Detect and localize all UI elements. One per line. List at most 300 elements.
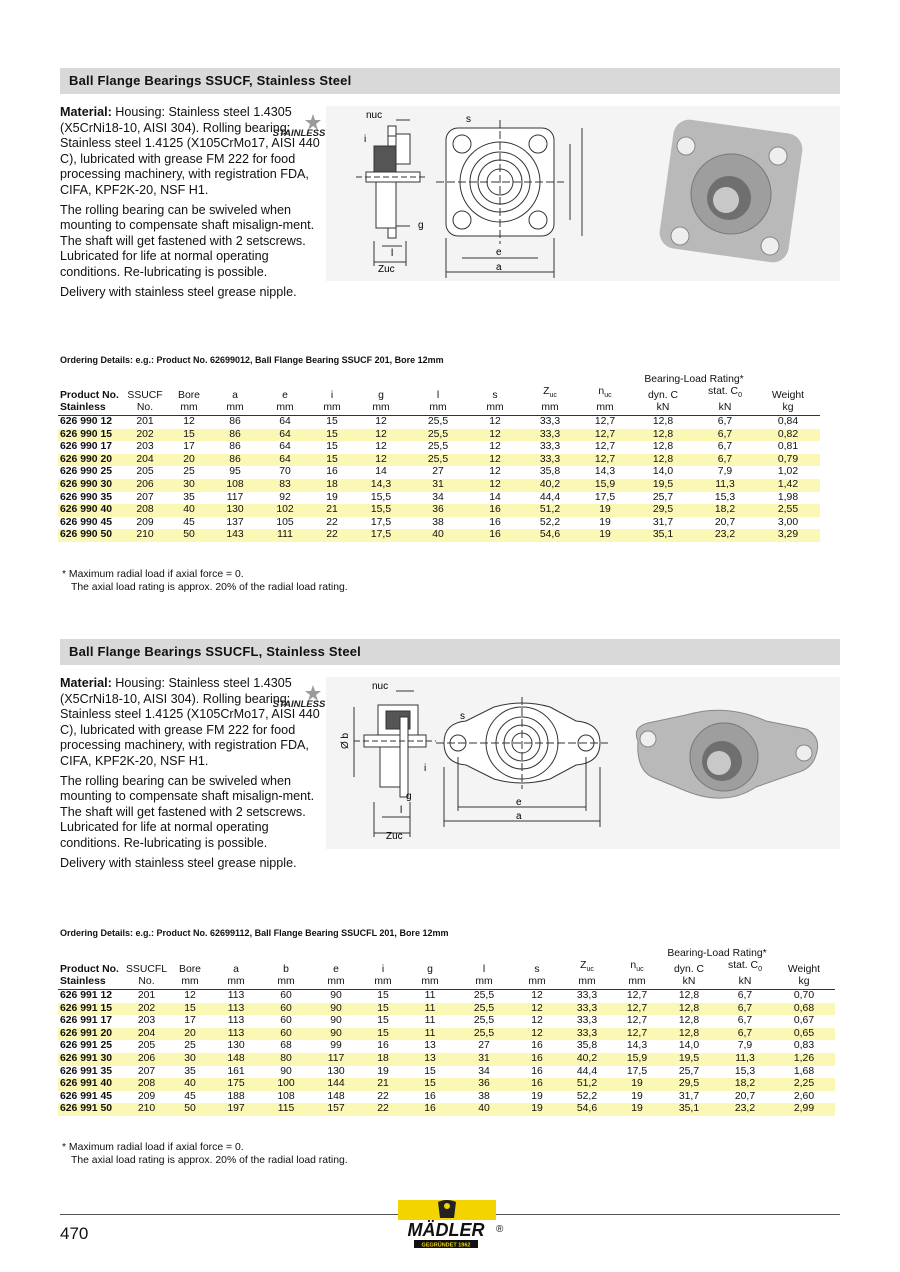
col-type: SSUCF bbox=[127, 390, 163, 402]
table-cell: 113 bbox=[227, 990, 245, 1002]
section-title-ssucf: Ball Flange Bearings SSUCF, Stainless Steel bbox=[60, 68, 840, 94]
product-number-cell: 626 990 30 bbox=[58, 479, 122, 492]
product-number-cell: 626 991 50 bbox=[58, 1103, 124, 1116]
table-cell: 11,3 bbox=[717, 1053, 773, 1066]
table-cell: 175 bbox=[211, 1078, 261, 1091]
table-cell: 14,0 bbox=[652, 466, 674, 478]
table-cell: 15,5 bbox=[370, 491, 392, 503]
table-cell: 17 bbox=[184, 1015, 196, 1027]
table-cell: 60 bbox=[261, 1003, 311, 1016]
stainless-logo bbox=[273, 112, 325, 142]
table-row bbox=[58, 529, 820, 542]
col-stat-c0: stat. $C_0$ bbox=[728, 960, 762, 974]
table-cell: 60 bbox=[280, 990, 292, 1002]
table-row bbox=[58, 479, 820, 492]
table-cell: 50 bbox=[169, 1103, 211, 1116]
label-s: s bbox=[466, 114, 471, 125]
table-cell: 15 bbox=[377, 1015, 389, 1027]
swivel-paragraph: The rolling bearing can be swiveled when mounting to compensate shaft misalign-ment. The shaft will get fastened with 2 setscrews. Lubricated for life at normal operating conditions. Re-lubricating is possible. bbox=[60, 202, 315, 279]
table-cell: 19 bbox=[578, 504, 632, 517]
product-number-cell: 626 990 12 bbox=[60, 416, 113, 428]
maedler-logo bbox=[394, 1198, 509, 1250]
table-row bbox=[58, 1040, 835, 1053]
product-number-cell: 626 991 20 bbox=[58, 1028, 124, 1041]
table-cell: 108 bbox=[210, 479, 260, 492]
product-number-cell: 626 990 20 bbox=[58, 454, 122, 467]
table-cell: 19 bbox=[531, 1090, 543, 1102]
col-a: a bbox=[233, 964, 239, 976]
table-cell: 92 bbox=[279, 491, 291, 503]
product-number-cell: 626 991 45 bbox=[60, 1090, 113, 1102]
product-number-cell: 626 990 50 bbox=[58, 529, 122, 542]
table-cell: 12 bbox=[513, 1003, 561, 1016]
table-cell: 203 bbox=[136, 441, 154, 453]
table-cell: 35,8 bbox=[576, 1040, 598, 1052]
table-row bbox=[58, 1028, 835, 1041]
table-cell: 21 bbox=[310, 504, 354, 517]
table-cell: 19 bbox=[599, 516, 611, 528]
table-cell: 33,3 bbox=[561, 1003, 613, 1016]
table-cell: 12,7 bbox=[594, 441, 616, 453]
label-g: g bbox=[406, 791, 412, 802]
label-g: g bbox=[418, 220, 424, 231]
table-cell: 188 bbox=[227, 1090, 245, 1102]
table-cell: 19 bbox=[513, 1103, 561, 1116]
product-number-cell: 626 990 25 bbox=[60, 466, 113, 478]
table-cell: 3,29 bbox=[756, 529, 820, 542]
table-cell: 105 bbox=[276, 516, 294, 528]
table-cell: 202 bbox=[124, 1003, 169, 1016]
table-cell: 64 bbox=[279, 416, 291, 428]
table-cell: 7,9 bbox=[717, 466, 733, 478]
table-cell: 15 bbox=[168, 429, 210, 442]
table-cell: 40 bbox=[169, 1078, 211, 1091]
table-cell: 1,98 bbox=[777, 491, 799, 503]
product-number-cell: 626 990 15 bbox=[58, 429, 122, 442]
table-cell: 86 bbox=[210, 429, 260, 442]
table-cell: 11 bbox=[405, 1028, 455, 1041]
table-cell: 209 bbox=[137, 1090, 156, 1102]
table-cell: 16 bbox=[489, 516, 501, 528]
col-g: g bbox=[427, 964, 433, 976]
table-cell: 12 bbox=[184, 990, 196, 1002]
unit-product-no: Stainless bbox=[58, 402, 122, 416]
footnote-line-2: The axial load rating is approx. 20% of the radial load rating. bbox=[71, 582, 348, 593]
col-weight: Weight bbox=[771, 390, 805, 402]
table-row bbox=[58, 441, 820, 454]
table-cell: 19 bbox=[326, 491, 338, 503]
table-cell: 16 bbox=[531, 1065, 543, 1077]
table-cell: 90 bbox=[280, 1065, 292, 1077]
unit-i: mm bbox=[310, 402, 354, 416]
table-cell: 113 bbox=[211, 1028, 261, 1041]
col-e: e bbox=[333, 964, 339, 976]
table-cell: 15 bbox=[326, 441, 338, 453]
table-cell: 12,8 bbox=[652, 416, 674, 428]
table-cell: 25,5 bbox=[455, 1028, 513, 1041]
table-cell: 15,9 bbox=[578, 479, 632, 492]
unit-bore: mm bbox=[169, 976, 211, 990]
label-e: e bbox=[496, 247, 502, 258]
col-s: s bbox=[534, 964, 540, 976]
table-row bbox=[58, 1091, 835, 1104]
table-cell: 12 bbox=[513, 1028, 561, 1041]
table-cell: 35 bbox=[183, 491, 195, 503]
col-bore: Bore bbox=[178, 390, 200, 402]
col-a: a bbox=[232, 390, 238, 402]
table-cell: 12 bbox=[354, 429, 408, 442]
table-cell: 1,42 bbox=[756, 479, 820, 492]
col-s: s bbox=[492, 390, 498, 402]
label-a: a bbox=[496, 262, 502, 273]
table-cell: 12,7 bbox=[626, 1015, 648, 1027]
table-cell: 2,25 bbox=[773, 1078, 835, 1091]
unit-l: mm bbox=[455, 976, 513, 990]
ordering-details-ssucf: Ordering Details: e.g.: Product No. 62699012, Ball Flange Bearing SSUCF 201, Bore 12mm bbox=[60, 355, 444, 365]
table-cell: 12,7 bbox=[578, 454, 632, 467]
table-cell: 130 bbox=[327, 1065, 345, 1077]
table-cell: 14,3 bbox=[594, 466, 616, 478]
table-cell: 203 bbox=[137, 1015, 156, 1027]
col-zuc: $Z_{uc}$ bbox=[580, 960, 594, 974]
table-cell: 25 bbox=[183, 466, 195, 478]
footnote-ssucf bbox=[62, 568, 348, 594]
table-cell: 33,3 bbox=[576, 1015, 598, 1027]
table-cell: 64 bbox=[279, 441, 291, 453]
table-cell: 16 bbox=[531, 1040, 543, 1052]
table-cell: 15,5 bbox=[354, 504, 408, 517]
table-row bbox=[58, 1015, 835, 1028]
table-cell: 117 bbox=[311, 1053, 361, 1066]
table-row bbox=[58, 454, 820, 467]
table-cell: 117 bbox=[226, 491, 244, 503]
label-s: s bbox=[460, 711, 465, 722]
table-cell: 40 bbox=[455, 1103, 513, 1116]
table-cell: 95 bbox=[229, 466, 241, 478]
table-cell: 23,2 bbox=[694, 529, 756, 542]
table-cell: 38 bbox=[432, 516, 444, 528]
table-row bbox=[58, 1066, 835, 1079]
table-cell: 23,2 bbox=[717, 1103, 773, 1116]
table-cell: 35 bbox=[184, 1065, 196, 1077]
table-cell: 34 bbox=[432, 491, 444, 503]
table-cell: 22 bbox=[310, 529, 354, 542]
table-row bbox=[58, 1103, 835, 1116]
table-cell: 14,0 bbox=[678, 1040, 700, 1052]
table-cell: 6,7 bbox=[717, 416, 733, 428]
table-cell: 90 bbox=[330, 990, 342, 1002]
table-cell: 27 bbox=[478, 1040, 490, 1052]
table-cell: 1,68 bbox=[793, 1065, 815, 1077]
col-dyn-c: dyn. C bbox=[673, 964, 705, 976]
table-cell: 0,83 bbox=[793, 1040, 815, 1052]
table-cell: 0,81 bbox=[777, 441, 799, 453]
table-cell: 12,7 bbox=[613, 1003, 661, 1016]
table-cell: 33,3 bbox=[522, 429, 578, 442]
table-cell: 19 bbox=[613, 1103, 661, 1116]
table-cell: 25,5 bbox=[427, 441, 449, 453]
table-cell: 14 bbox=[489, 491, 501, 503]
table-cell: 31,7 bbox=[652, 516, 674, 528]
table-cell: 113 bbox=[227, 1015, 245, 1027]
unit-dyn-c: kN bbox=[661, 976, 717, 990]
product-number-cell: 626 990 40 bbox=[58, 504, 122, 517]
table-cell: 19 bbox=[578, 529, 632, 542]
table-cell: 22 bbox=[326, 516, 338, 528]
product-number-cell: 626 991 15 bbox=[58, 1003, 124, 1016]
table-cell: 12,7 bbox=[578, 429, 632, 442]
brand-tagline: GEGRÜNDET 1962 bbox=[421, 1242, 471, 1249]
table-cell: 11 bbox=[424, 990, 436, 1002]
table-cell: 12,8 bbox=[678, 1015, 700, 1027]
table-cell: 19 bbox=[631, 1090, 643, 1102]
table-cell: 29,5 bbox=[632, 504, 694, 517]
table-cell: 35,1 bbox=[661, 1103, 717, 1116]
table-cell: 205 bbox=[136, 466, 154, 478]
table-cell: 25,7 bbox=[652, 491, 674, 503]
table-cell: 208 bbox=[124, 1078, 169, 1091]
col-nuc: $n_{uc}$ bbox=[630, 960, 644, 974]
unit-type: No. bbox=[122, 402, 168, 416]
table-cell: 25,5 bbox=[427, 416, 449, 428]
table-cell: 35,1 bbox=[632, 529, 694, 542]
table-cell: 16 bbox=[513, 1053, 561, 1066]
table-cell: 20 bbox=[169, 1028, 211, 1041]
table-cell: 22 bbox=[361, 1103, 405, 1116]
col-nuc: $n_{uc}$ bbox=[598, 386, 612, 400]
table-cell: 15 bbox=[310, 454, 354, 467]
table-cell: 12,7 bbox=[613, 1028, 661, 1041]
table-cell: 44,4 bbox=[576, 1065, 598, 1077]
product-number-cell: 626 991 30 bbox=[58, 1053, 124, 1066]
table-cell: 18,2 bbox=[694, 504, 756, 517]
drawing-ssucfl bbox=[326, 677, 840, 849]
table-cell: 18 bbox=[361, 1053, 405, 1066]
table-cell: 2,55 bbox=[756, 504, 820, 517]
table-cell: 29,5 bbox=[661, 1078, 717, 1091]
table-cell: 36 bbox=[408, 504, 468, 517]
table-cell: 18,2 bbox=[717, 1078, 773, 1091]
table-cell: 12 bbox=[468, 479, 522, 492]
col-i: i bbox=[381, 964, 385, 976]
table-cell: 25,5 bbox=[408, 429, 468, 442]
table-cell: 38 bbox=[478, 1090, 490, 1102]
table-cell: 209 bbox=[136, 516, 154, 528]
table-cell: 208 bbox=[122, 504, 168, 517]
stainless-logo bbox=[273, 683, 325, 713]
table-cell: 40,2 bbox=[561, 1053, 613, 1066]
table-row bbox=[58, 429, 820, 442]
table-cell: 201 bbox=[136, 416, 154, 428]
table-cell: 15 bbox=[377, 990, 389, 1002]
table-cell: 31,7 bbox=[678, 1090, 700, 1102]
table-cell: 12 bbox=[489, 416, 501, 428]
unit-product-no: Stainless bbox=[58, 976, 124, 990]
table-cell: 108 bbox=[277, 1090, 295, 1102]
footnote-line-1: * Maximum radial load if axial force = 0. bbox=[62, 569, 244, 580]
table-cell: 143 bbox=[210, 529, 260, 542]
table-cell: 12 bbox=[489, 441, 501, 453]
swivel-paragraph: The rolling bearing can be swiveled when mounting to compensate shaft misalign-ment. The shaft will get fastened with 2 setscrews. Lubricated for life at normal operating conditions. Re-lubricating is possible. bbox=[60, 773, 315, 850]
table-cell: 148 bbox=[211, 1053, 261, 1066]
table-cell: 157 bbox=[311, 1103, 361, 1116]
table-cell: 34 bbox=[478, 1065, 490, 1077]
ordering-details-ssucfl: Ordering Details: e.g.: Product No. 62699112, Ball Flange Bearing SSUCFL 201, Bore 12mm bbox=[60, 928, 449, 938]
table-cell: 100 bbox=[261, 1078, 311, 1091]
table-cell: 13 bbox=[405, 1053, 455, 1066]
table-cell: 161 bbox=[227, 1065, 245, 1077]
table-cell: 12 bbox=[468, 429, 522, 442]
table-cell: 148 bbox=[327, 1090, 345, 1102]
table-cell: 25,5 bbox=[408, 454, 468, 467]
table-cell: 12 bbox=[531, 1015, 543, 1027]
unit-stat-c0: kN bbox=[717, 976, 773, 990]
col-i: i bbox=[330, 390, 334, 402]
header-group-load-rating: Bearing-Load Rating* bbox=[667, 948, 767, 959]
table-cell: 14 bbox=[375, 466, 387, 478]
table-cell: 16 bbox=[468, 529, 522, 542]
table-cell: 45 bbox=[184, 1090, 196, 1102]
table-cell: 31 bbox=[408, 479, 468, 492]
table-cell: 33,3 bbox=[539, 416, 561, 428]
table-cell: 15 bbox=[405, 1078, 455, 1091]
table-cell: 2,60 bbox=[793, 1090, 815, 1102]
table-cell: 204 bbox=[124, 1028, 169, 1041]
table-cell: 16 bbox=[424, 1090, 436, 1102]
spec-table-body-ssucfl bbox=[58, 990, 835, 1116]
table-cell: 11 bbox=[424, 1015, 436, 1027]
stainless-logo-text: STAINLESS bbox=[273, 699, 325, 710]
table-cell: 207 bbox=[137, 1065, 156, 1077]
table-cell: 22 bbox=[377, 1090, 389, 1102]
table-cell: 207 bbox=[136, 491, 154, 503]
unit-dyn-c: kN bbox=[632, 402, 694, 416]
table-cell: 30 bbox=[169, 1053, 211, 1066]
unit-zuc: mm bbox=[561, 976, 613, 990]
table-cell: 15 bbox=[424, 1065, 436, 1077]
table-cell: 90 bbox=[311, 1028, 361, 1041]
table-cell: 210 bbox=[124, 1103, 169, 1116]
table-cell: 12 bbox=[375, 416, 387, 428]
table-cell: 204 bbox=[122, 454, 168, 467]
table-cell: 70 bbox=[279, 466, 291, 478]
table-cell: 17,5 bbox=[594, 491, 616, 503]
product-number-cell: 626 990 35 bbox=[60, 491, 113, 503]
table-cell: 86 bbox=[210, 454, 260, 467]
col-weight: Weight bbox=[787, 964, 821, 976]
table-cell: 206 bbox=[124, 1053, 169, 1066]
table-cell: 130 bbox=[210, 504, 260, 517]
table-cell: 6,7 bbox=[694, 454, 756, 467]
unit-i: mm bbox=[361, 976, 405, 990]
table-cell: 19,5 bbox=[661, 1053, 717, 1066]
table-cell: 102 bbox=[260, 504, 310, 517]
col-e: e bbox=[282, 390, 288, 402]
table-cell: 27 bbox=[432, 466, 444, 478]
table-cell: 25,7 bbox=[678, 1065, 700, 1077]
table-cell: 13 bbox=[424, 1040, 436, 1052]
table-cell: 201 bbox=[137, 990, 156, 1002]
unit-nuc: mm bbox=[578, 402, 632, 416]
table-cell: 12,8 bbox=[661, 1003, 717, 1016]
delivery-paragraph: Delivery with stainless steel grease nipple. bbox=[60, 284, 297, 299]
label-e: e bbox=[516, 797, 522, 808]
table-cell: 6,7 bbox=[694, 429, 756, 442]
col-type: SSUCFL bbox=[126, 964, 167, 976]
table-cell: 19 bbox=[377, 1065, 389, 1077]
table-cell: 35,8 bbox=[539, 466, 561, 478]
table-cell: 83 bbox=[260, 479, 310, 492]
table-cell: 54,6 bbox=[522, 529, 578, 542]
table-cell: 111 bbox=[260, 529, 310, 542]
col-stat-c0: stat. $C_0$ bbox=[708, 386, 742, 400]
label-i: i bbox=[424, 763, 427, 774]
table-cell: 60 bbox=[280, 1015, 292, 1027]
table-cell: 90 bbox=[311, 1003, 361, 1016]
table-cell: 2,99 bbox=[773, 1103, 835, 1116]
unit-weight: kg bbox=[773, 976, 835, 990]
table-cell: 44,4 bbox=[539, 491, 561, 503]
table-row bbox=[58, 1003, 835, 1016]
footnote-line-2: The axial load rating is approx. 20% of the radial load rating. bbox=[71, 1155, 348, 1166]
table-cell: 12 bbox=[489, 466, 501, 478]
table-row bbox=[58, 1053, 835, 1066]
table-cell: 202 bbox=[122, 429, 168, 442]
material-text: Housing: Stainless steel 1.4305 (X5CrNi18-10, AISI 304). Rolling bearing: Stainless steel 1.4125 (X105CrMo17, AISI 440 C), lubricated with grease FM 222 for food processing machinery, with registration FDA, CIFA, KPF2K-20, NSF H1. bbox=[60, 105, 320, 197]
col-dyn-c: dyn. C bbox=[647, 390, 679, 402]
table-cell: 15,3 bbox=[714, 491, 736, 503]
table-cell: 6,7 bbox=[717, 1028, 773, 1041]
table-cell: 12 bbox=[183, 416, 195, 428]
table-cell: 0,65 bbox=[773, 1028, 835, 1041]
table-row bbox=[58, 492, 820, 505]
table-cell: 1,02 bbox=[777, 466, 799, 478]
spec-table-ssucf bbox=[58, 374, 820, 542]
table-row bbox=[58, 416, 820, 429]
table-cell: 19,5 bbox=[632, 479, 694, 492]
unit-weight: kg bbox=[756, 402, 820, 416]
table-cell: 25,5 bbox=[473, 990, 495, 1002]
table-cell: 54,6 bbox=[561, 1103, 613, 1116]
table-cell: 90 bbox=[330, 1015, 342, 1027]
table-cell: 18 bbox=[310, 479, 354, 492]
label-nuc: nuc bbox=[372, 681, 389, 692]
table-cell: 14,3 bbox=[626, 1040, 648, 1052]
table-row bbox=[58, 517, 820, 530]
table-cell: 16 bbox=[513, 1078, 561, 1091]
table-cell: 3,00 bbox=[777, 516, 799, 528]
unit-type: No. bbox=[124, 976, 169, 990]
unit-g: mm bbox=[354, 402, 408, 416]
table-cell: 1,26 bbox=[773, 1053, 835, 1066]
spec-table-body-ssucf bbox=[58, 416, 820, 542]
col-zuc: $Z_{uc}$ bbox=[543, 386, 557, 400]
table-cell: 6,7 bbox=[717, 441, 733, 453]
unit-b: mm bbox=[261, 976, 311, 990]
table-cell: 6,7 bbox=[737, 1015, 753, 1027]
delivery-paragraph: Delivery with stainless steel grease nipple. bbox=[60, 855, 297, 870]
table-cell: 30 bbox=[168, 479, 210, 492]
table-cell: 0,79 bbox=[756, 454, 820, 467]
table-cell: 17,5 bbox=[354, 529, 408, 542]
label-zuc: Zuc bbox=[386, 831, 403, 842]
table-cell: 15 bbox=[310, 429, 354, 442]
table-cell: 50 bbox=[168, 529, 210, 542]
table-cell: 64 bbox=[260, 454, 310, 467]
table-cell: 64 bbox=[260, 429, 310, 442]
table-cell: 15 bbox=[361, 1003, 405, 1016]
table-cell: 16 bbox=[326, 466, 338, 478]
